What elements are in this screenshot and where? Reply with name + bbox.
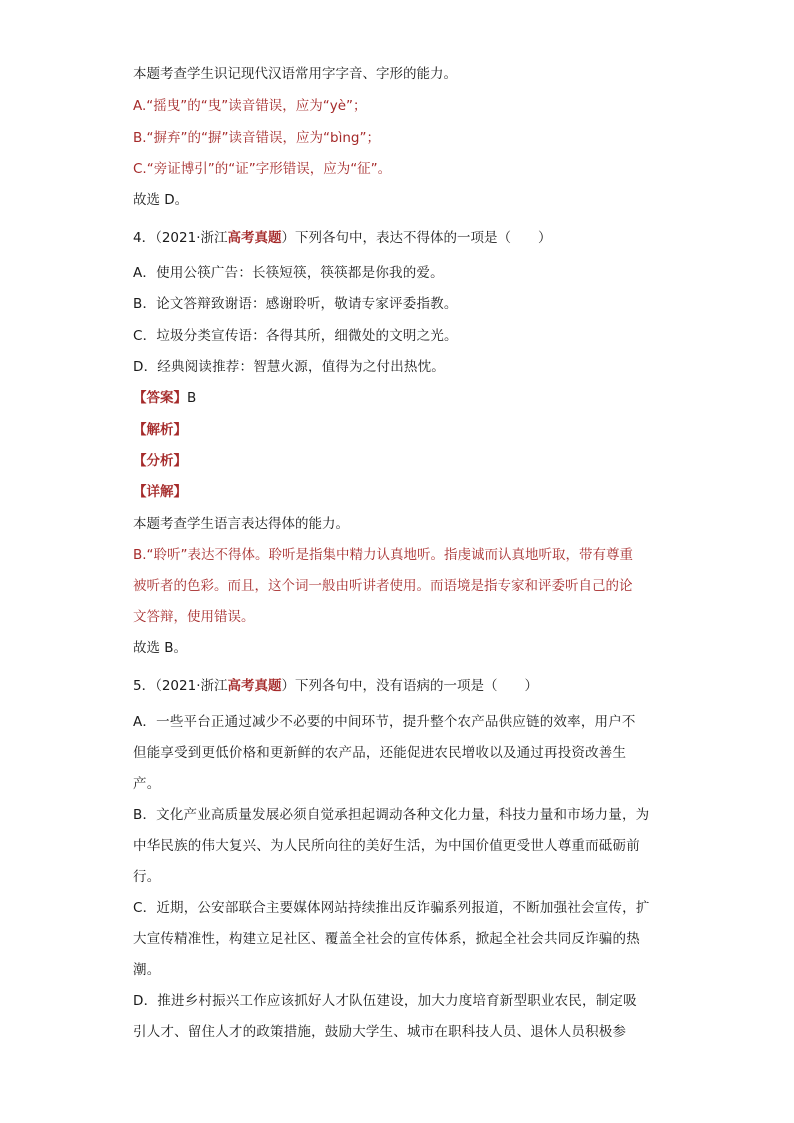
- q5-option-d-line-2: 引人才、留住人才的政策措施，鼓励大学生、城市在职科技人员、退休人员积极参: [133, 1024, 627, 1040]
- q5-source: 高考真题: [227, 678, 282, 694]
- q4-explain-line-3: 文答辩，使用错误。: [133, 609, 255, 625]
- q5-heading: [133, 676, 538, 696]
- q4-option-b: B．论文答辩致谢语：感谢聆听，敬请专家评委指教。: [133, 296, 458, 312]
- q5-option-b-line-3: 行。: [133, 869, 161, 885]
- q5-option-d-line-1: D．推进乡村振兴工作应该抓好人才队伍建设，加大力度培育新型职业农民，制定吸: [133, 993, 637, 1009]
- q5-stem: ）下列各句中，没有语病的一项是（ ）: [281, 678, 538, 694]
- q5-option-b-line-2: 中华民族的伟大复兴、为人民所向往的美好生活，为中国价值更受世人尊重而砥砺前: [133, 838, 640, 854]
- q5-option-c-line-1: C．近期，公安部联合主要媒体网站持续推出反诈骗系列报道，不断加强社会宣传，扩: [133, 900, 650, 916]
- q4-conclusion: 故选 B。: [133, 640, 188, 656]
- q4-answer: [133, 388, 196, 408]
- q4-explain-intro: 本题考查学生语言表达得体的能力。: [133, 516, 349, 532]
- q3-conclusion: 故选 D。: [133, 192, 189, 208]
- q3-analysis-option-b: B.“摒弃”的“摒”读音错误，应为“bìng”；: [133, 130, 380, 146]
- q3-analysis-option-c: C.“旁证博引”的“证”字形错误，应为“征”。: [133, 161, 392, 177]
- q5-option-a-line-1: A．一些平台正通过减少不必要的中间环节，提升整个农产品供应链的效率，用户不: [133, 714, 636, 730]
- q5-option-a-line-2: 但能享受到更低价格和更新鲜的农产品，还能促进农民增收以及通过再投资改善生: [133, 745, 627, 761]
- q4-explain-line-1: B.“聆听”表达不得体。聆听是指集中精力认真地听。指虔诚而认真地听取，带有尊重: [133, 547, 634, 563]
- q5-option-c-line-3: 潮。: [133, 962, 161, 978]
- q4-option-c: C．垃圾分类宣传语：各得其所，细微处的文明之光。: [133, 328, 458, 344]
- q5-option-a-line-3: 产。: [133, 776, 161, 792]
- q4-answer-value: B: [187, 390, 197, 406]
- q4-source: 高考真题: [227, 230, 282, 246]
- q4-option-d: D．经典阅读推荐：智慧火源，值得为之付出热忱。: [133, 359, 445, 375]
- q4-answer-label: 【答案】: [133, 390, 187, 406]
- q5-option-b-line-1: B．文化产业高质量发展必须自觉承担起调动各种文化力量，科技力量和市场力量，为: [133, 807, 650, 823]
- q4-option-a: A．使用公筷广告：长筷短筷，筷筷都是你我的爱。: [133, 265, 444, 281]
- q4-analysis-label: 【解析】: [133, 422, 187, 438]
- q3-analysis-option-a: A.“摇曳”的“曳”读音错误，应为“yè”；: [133, 98, 367, 114]
- q4-xiangjie-label: 【详解】: [133, 484, 187, 500]
- q4-fenxi-label: 【分析】: [133, 453, 187, 469]
- q5-number: 5．（2021·浙江: [133, 678, 228, 694]
- q4-number: 4．（2021·浙江: [133, 230, 228, 246]
- q3-analysis-intro: 本题考查学生识记现代汉语常用字字音、字形的能力。: [133, 66, 457, 82]
- q4-stem: ）下列各句中，表达不得体的一项是（ ）: [281, 230, 552, 246]
- q4-explain-line-2: 被听者的色彩。而且，这个词一般由听讲者使用。而语境是指专家和评委听自己的论: [133, 578, 633, 594]
- q4-heading: [133, 228, 552, 248]
- q5-option-c-line-2: 大宣传精准性，构建立足社区、覆盖全社会的宣传体系，掀起全社会共同反诈骗的热: [133, 931, 640, 947]
